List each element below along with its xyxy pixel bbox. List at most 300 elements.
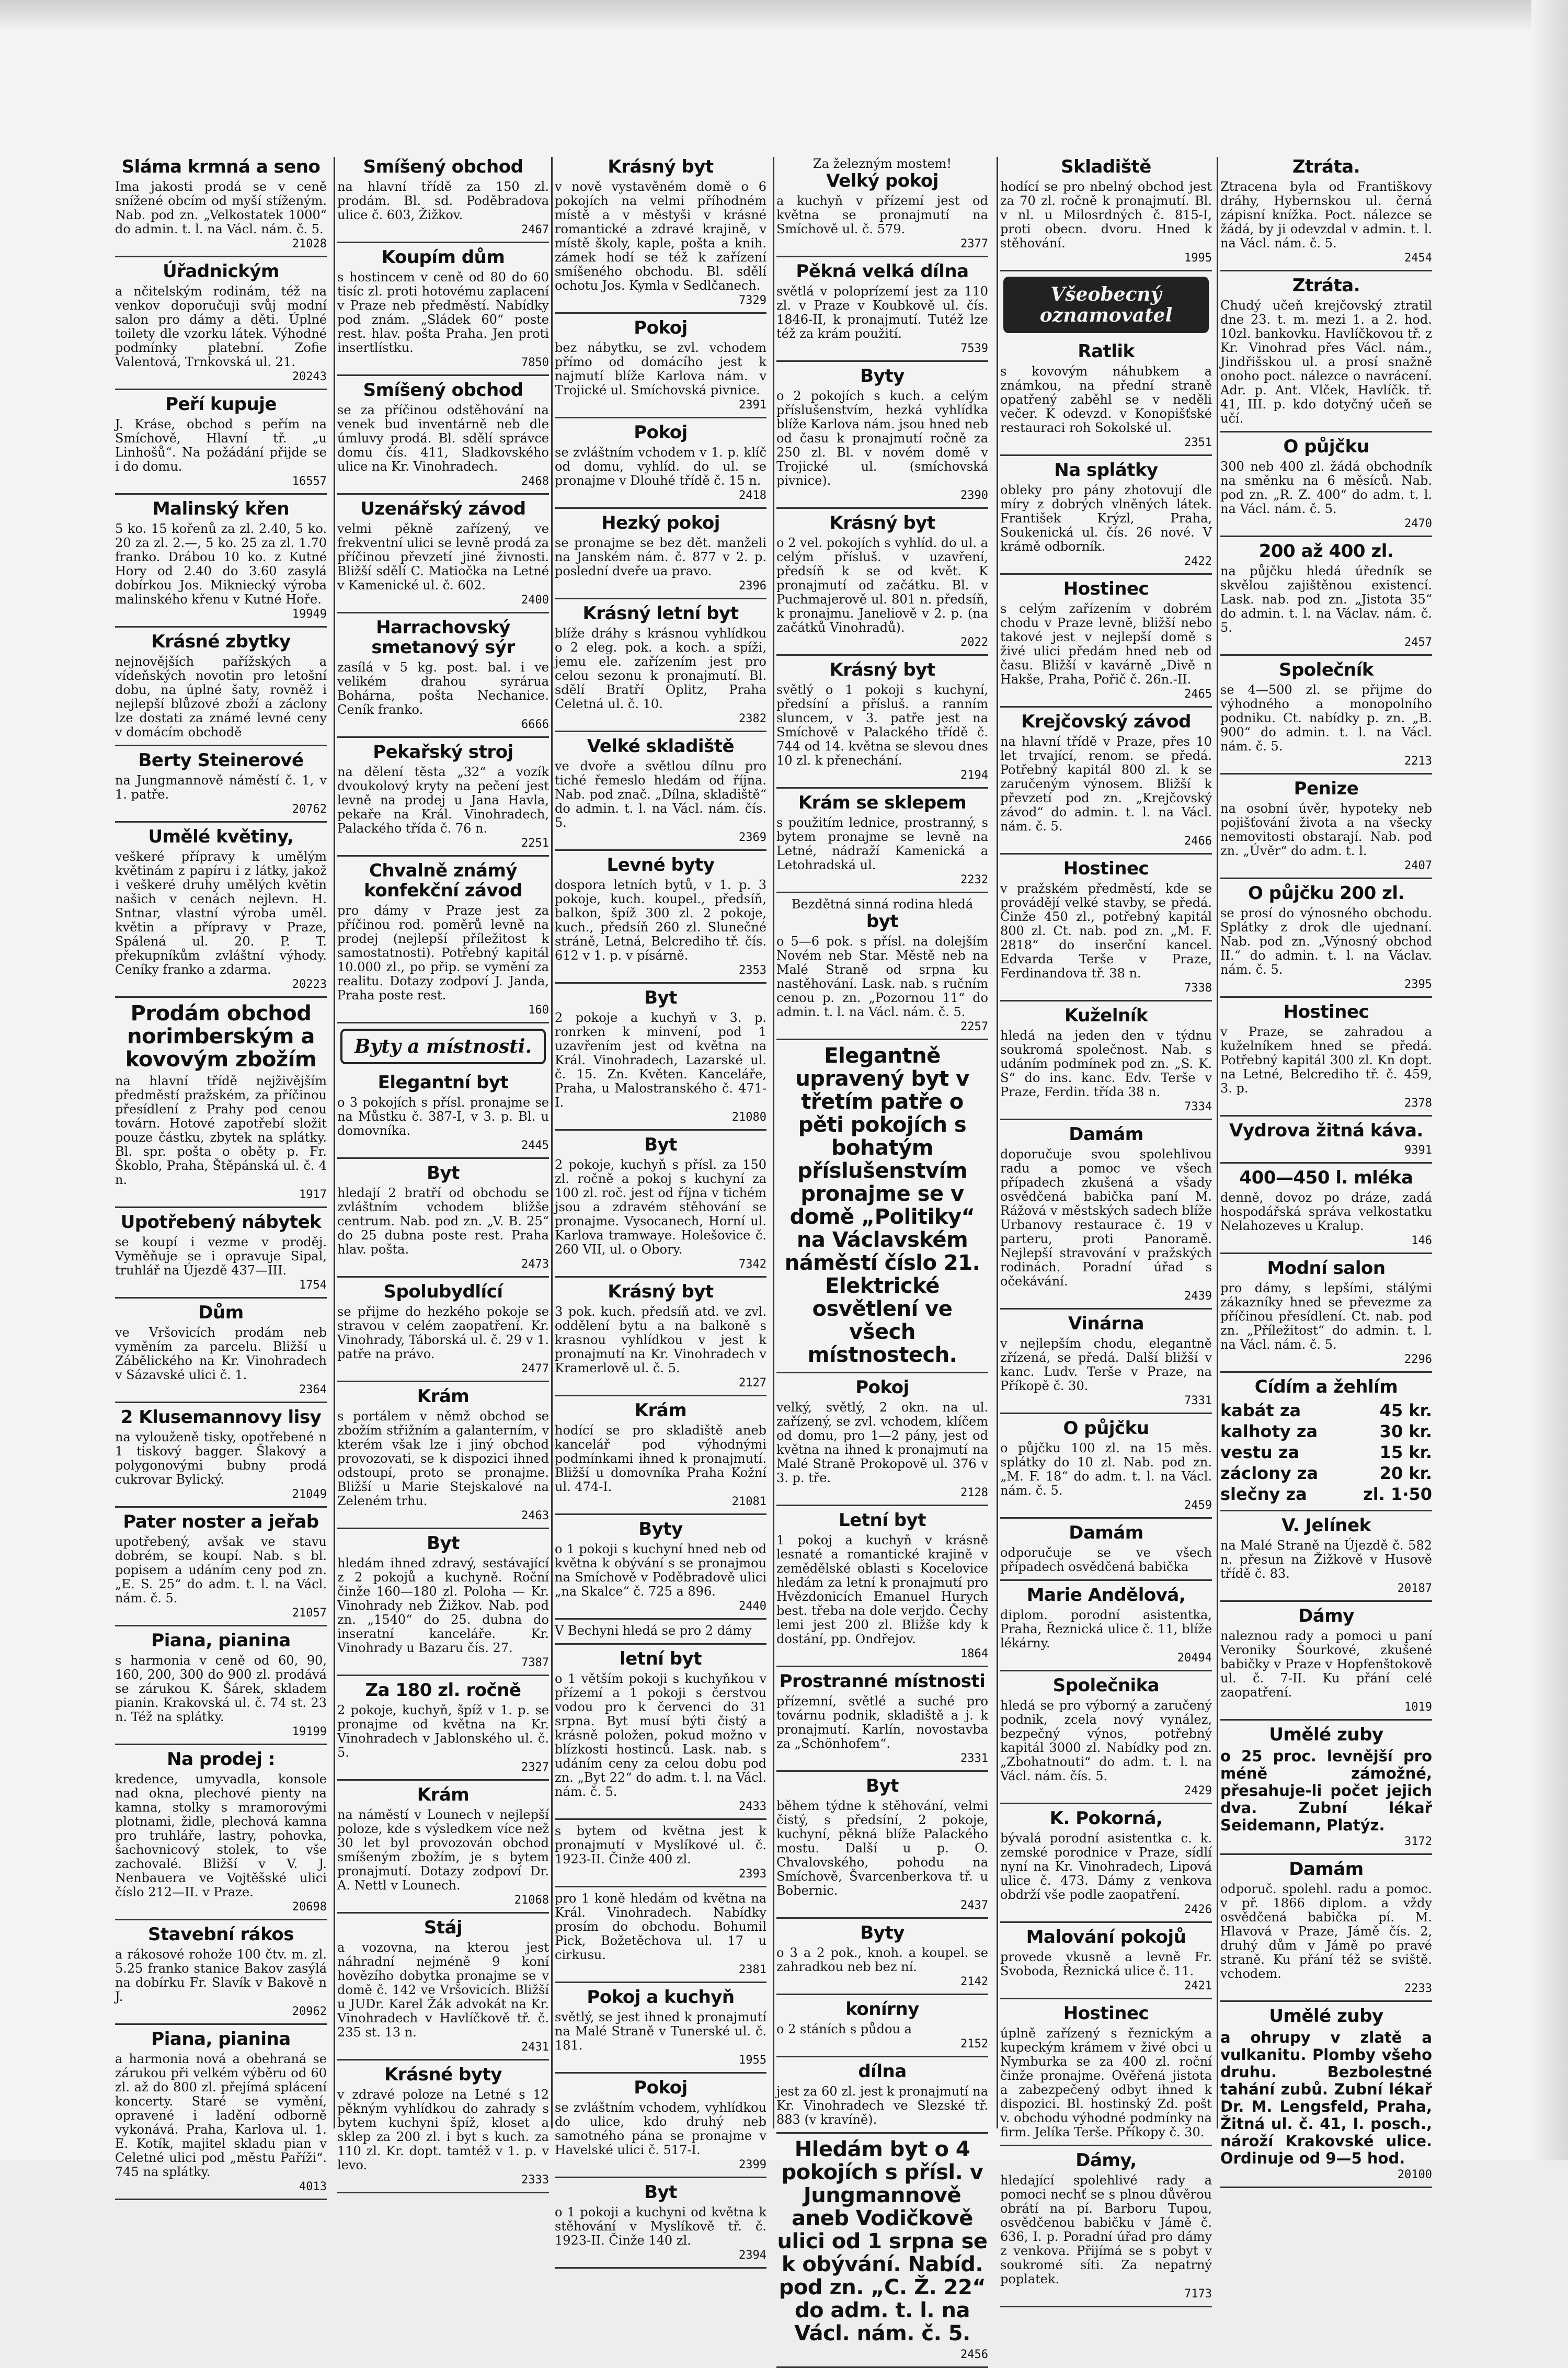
ad-heading: Chvalně známý konfekční závod	[364, 860, 522, 901]
ad-body: pro dámy v Praze jest za příčinou rod. poměrů levně na prodej (nejlepší příležitost k samostatnosti). Potřebný kapitál 10.000 zl., po přip. se vymění za realitu. Dotazy zodpoví J. Janda, Praha poste rest.	[337, 903, 549, 1003]
ad-divider	[555, 1818, 766, 1820]
ad-divider	[337, 1157, 549, 1159]
ad-divider	[1000, 1579, 1212, 1581]
ad-heading: Pokoj	[634, 422, 688, 443]
price-value: zl. 1·50	[1363, 1484, 1432, 1504]
ad-number: 2433	[739, 1800, 766, 1813]
ad-heading: Hostinec	[1063, 858, 1149, 879]
ad-body: diplom. porodní asistentka, Praha, Řeznická ulice č. 11, blíže lékárny.	[1000, 1608, 1212, 1650]
classified-ad	[776, 897, 988, 1033]
price-value: 30 kr.	[1379, 1421, 1432, 1441]
ad-number: 1995	[1184, 252, 1212, 265]
classified-ad	[337, 742, 549, 850]
classified-ad	[1000, 2003, 1212, 2139]
ad-heading: Vinárna	[1068, 1313, 1144, 1334]
classified-ad	[555, 1987, 766, 2067]
ad-body: Ima jakosti prodá se v ceně snížené obcím od myší stíženým. Nab. pod zn. „Velkostatek 1000“ do admin. t. l. na Václ. nám. č. 5.	[115, 179, 327, 236]
classified-ad	[115, 1631, 327, 1738]
ad-heading: Pekařský stroj	[373, 742, 513, 762]
ad-number: 21028	[292, 237, 327, 251]
ad-divider	[337, 1675, 549, 1676]
ad-divider	[337, 1779, 549, 1781]
ad-heading: K. Pokorná,	[1049, 1808, 1163, 1829]
ad-number: 146	[1411, 1234, 1432, 1247]
ad-body: světlý, se jest ihned k pronajmutí na Malé Straně v Tunerské ul. č. 181.	[555, 2010, 766, 2053]
ad-divider	[1220, 654, 1432, 656]
ad-heading: Dámy	[1298, 1606, 1354, 1626]
classified-ad	[1220, 1377, 1432, 1505]
ad-body: v pražském předměstí, kde se provádějí velké stavby, se předá. Činže 450 zl., potřebný kapitál 800 zl. Ct. nab. pod zn. „M. F. 2818“ do inserční kancel. Edvarda Terše v Praze, Ferdinandova tř. 38 n.	[1000, 881, 1212, 981]
ad-heading: Dámy,	[1075, 2150, 1137, 2171]
classified-ad	[1000, 712, 1212, 848]
ad-divider	[776, 507, 988, 509]
ad-divider	[555, 1129, 766, 1131]
ad-number: 2421	[1184, 1979, 1212, 1993]
section-heading: Byty a místnosti.	[340, 1029, 546, 1064]
ad-divider	[1220, 1510, 1432, 1511]
ad-heading: Hostinec	[1063, 2003, 1149, 2024]
classified-ad	[555, 157, 766, 307]
classified-ad	[555, 1649, 766, 1813]
ad-divider	[776, 1039, 988, 1040]
ad-body: hledající spolehlivé rady a pomoci nechť se s plnou důvěrou obrátí na pí. Barboru Tupou, osvědčenou babičku v Jámě č. 636, I. p. Poradní úřad pro dámy z venkova. Přijímá se s pobyt v soukromé síti. Za nepatrný poplatek.	[1000, 2173, 1212, 2286]
ad-body: pro dámy, s lepšími, stálými zákazníky hned se převezme za příčinou přesídlení. Ct. nab. pod zn. „Příležitost“ do admin. t. l. na Václ. nám. č. 5.	[1220, 1281, 1432, 1352]
classified-ad	[1000, 1418, 1212, 1512]
ad-divider	[1220, 1253, 1432, 1254]
ad-body: hledám ihned zdravý, sestávající z 2 pokojů a kuchyně. Roční činže 160—180 zl. Poloha — Kr. Vinohrady neb Žižkov. Nab. pod zn. „1540“ do 25. dubna do inseratní kanceláře. Kr. Vinohrady u Bazaru čís. 27.	[337, 1556, 549, 1655]
ad-body: veškeré přípravy k umělým květinám z papíru i z látky, jakož i veškeré druhy umělých květin našich v cenách nejlevn. H. Sntnar, vlastní výroba uměl. květin a přípravy v Praze, Spálená ul. 20. P. T. překupníkům zvláštní výhody. Ceníky franko a zdarma.	[115, 849, 327, 977]
ad-number: 7850	[521, 356, 549, 369]
ad-divider	[776, 787, 988, 789]
ad-heading: Peří kupuje	[165, 394, 277, 415]
ad-body: o 2 pokojích s kuch. a celým příslušenstvím, hezká vyhlídka blíže Karlova nám. jsou hned neb od času k pronajmutí ročně za 250 zl. Bl. v novém domě v Trojické ul. (smíchovská pivnice).	[776, 389, 988, 488]
ad-body: odporuč. spolehl. radu a pomoc. v př. 1866 diplom. a vždy osvědčená babička pí. M. Hlavová v Praze, Jámě čís. 2, druhý dům v Jámě po pravé straně. Ku přání též se sviště. vchodem.	[1220, 1882, 1432, 1981]
ad-body: bez nábytku, se zvl. vchodem přímo od domácího jest k najmutí blíže Karlova nám. v Trojické ul. Smíchovská pivnice.	[555, 340, 766, 397]
classified-ad	[115, 1002, 327, 1201]
ad-divider	[1000, 1000, 1212, 1001]
classified-ad	[776, 1776, 988, 1912]
ad-divider	[115, 256, 327, 257]
ad-body: ve dvoře a světlou dílnu pro tiché řemeslo hledám od října. Nab. pod znač. „Dílna, skladiště“ do admin. t. l. na Václ. nám. čís. 5.	[555, 759, 766, 830]
ad-divider	[1000, 1921, 1212, 1923]
ad-body: ve Vršovicích prodám neb vyměním za parcelu. Bližší u Zábělického na Kr. Vinohradech v Sázavské ulici č. 1.	[115, 1325, 327, 1382]
ad-heading: O půjčku	[1283, 436, 1369, 457]
ad-number: 2194	[960, 769, 988, 782]
price-item: kalhoty za	[1220, 1421, 1318, 1441]
ad-number: 2445	[521, 1139, 549, 1152]
price-item: vestu za	[1220, 1442, 1300, 1462]
ad-heading: Elegantně upravený byt v třetím patře o pěti pokojích s bohatým příslušenstvím pronajme se v domě „Politiky“ na Václavském náměstí číslo 21. Elektrické osvětlení ve všech místnostech.	[784, 1044, 980, 1367]
ad-number: 2390	[960, 489, 988, 502]
ad-body: odporučuje se ve všech případech osvědčená babička	[1000, 1545, 1212, 1574]
ad-heading: Hostinec	[1063, 578, 1149, 599]
ad-heading: Pokoj	[855, 1377, 909, 1398]
ad-divider	[1000, 853, 1212, 855]
classified-ad	[555, 1282, 766, 1390]
ad-body: jest za 60 zl. jest k pronajmutí na Kr. Vinohradech ve Slezské tř. 883 (v kravíně).	[776, 2084, 988, 2127]
ad-heading: Damám	[1069, 1124, 1143, 1145]
ad-number: 2331	[960, 1752, 988, 1765]
ad-divider	[115, 1506, 327, 1508]
ad-heading: Společnika	[1052, 1675, 1160, 1696]
price-item: slečny za	[1220, 1484, 1307, 1504]
ad-heading: Krám	[417, 1386, 470, 1407]
ad-number: 4013	[299, 2180, 327, 2193]
classified-ad	[337, 861, 549, 1017]
ad-divider	[1220, 1115, 1432, 1117]
classified-ad	[1000, 1927, 1212, 1993]
ad-body: na Malé Straně na Újezdě č. 582 n. přesun na Žižkově v Husově třídě č. 83.	[1220, 1538, 1432, 1581]
ad-number: 2467	[521, 223, 549, 236]
ad-divider	[555, 2177, 766, 2178]
ad-number: 2327	[521, 1761, 549, 1774]
ad-body: a kuchyň v přízemí jest od května se pronajmutí na Smíchově ul. č. 579.	[776, 193, 988, 236]
ad-number: 2470	[1404, 517, 1432, 530]
ad-number: 21081	[731, 1495, 766, 1508]
classified-ad	[337, 1163, 549, 1271]
ad-divider	[1220, 536, 1432, 537]
ad-body: na půjčku hledá úředník se skvělou zajištěnou existencí. Lask. nab. pod zn. „Jistota 35“ do admin. t. l. na Václav. nám. č. 5.	[1220, 564, 1432, 635]
ad-divider	[337, 2192, 549, 2193]
ad-body: během týdne k stěhování, velmi čistý, s předsíní, 2 pokoje, kuchyní, pěkná blíže Palackého mostu. Další u p. O. Chvalovského, pohodu na Smíchově, Švarcenberkova tř. u Bobernic.	[776, 1798, 988, 1898]
ad-heading: Cídím a žehlím	[1254, 1376, 1398, 1397]
ad-body: 5 ko. 15 kořenů za zl. 2.40, 5 ko. 20 za zl. 2.—, 5 ko. 25 za zl. 1.70 franko. Drábou 10 ko. z Kutné Hory od 2.40 do 3.60 zasylá dobírkou Jos. Mikniecký výroba malinského křenu v Kutné Hoře.	[115, 521, 327, 607]
price-row	[1220, 1484, 1432, 1505]
classified-ad	[555, 1135, 766, 1271]
price-value: 15 kr.	[1379, 1442, 1432, 1462]
ad-body: nejnovějších pařížských a vídeňských novotin pro letošní dobu, na úplné šaty, rovněž i nejlepší blůzové zboží a záclony lze dostati za známé levné ceny v domácím obchodě	[115, 654, 327, 739]
ad-divider	[1000, 1413, 1212, 1414]
ad-heading: Marie Andělová,	[1026, 1585, 1186, 1606]
ad-heading: Ztráta.	[1292, 275, 1360, 296]
ad-number: 2369	[739, 831, 766, 844]
ad-number: 20962	[292, 2005, 327, 2018]
ad-number: 2128	[960, 1486, 988, 1499]
ad-divider	[337, 736, 549, 738]
ad-body: pro 1 koně hledám od května na Král. Vinohradech. Nabídky prosím do obchodu. Bohumil Pick, Božetěchova ul. 17 u cirkusu.	[555, 1891, 766, 1962]
classified-ad	[1220, 541, 1432, 649]
ad-number: 2351	[1184, 436, 1212, 449]
ad-heading: Byty	[860, 366, 905, 386]
ad-heading: konírny	[845, 1999, 919, 2020]
ad-divider	[555, 417, 766, 418]
ad-number: 2022	[960, 636, 988, 649]
classified-ad	[1220, 1725, 1432, 1848]
classified-ad	[115, 261, 327, 383]
classified-ad	[555, 1892, 766, 1976]
ad-number: 20223	[292, 978, 327, 991]
ad-number: 2456	[960, 2348, 988, 2361]
ad-body: s hostincem v ceně od 80 do 60 tisíc zl. proti hotovému zaplacení v Praze neb předměstí. Nabídky pod znám. „Sládek 60“ poste rest. hlav. pošta Praha. Jen proti insertlístku.	[337, 270, 549, 355]
ad-number: 1754	[299, 1279, 327, 1292]
ad-heading: Umělé květiny,	[148, 826, 294, 847]
ad-number: 20100	[1397, 2168, 1432, 2181]
ad-body: na osobní úvěr, hypoteky neb pojišťování života a na všecky nemovitosti obstarají. Nab. pod zn. „Úvěr“ do adm. t. l.	[1220, 801, 1432, 858]
classified-ad	[776, 1510, 988, 1660]
classified-ad	[337, 1533, 549, 1669]
classified-ad	[776, 1377, 988, 1499]
classified-ad	[337, 499, 549, 607]
ad-heading: Ratlik	[1078, 341, 1135, 362]
ad-divider	[337, 493, 549, 495]
ad-body: a rákosové rohože 100 čtv. m. zl. 5.25 franko stanice Bakov zasýlá na dobírku Fr. Slavík v Bakově n J.	[115, 1947, 327, 2004]
ad-divider	[115, 2199, 327, 2200]
ad-body: o 5—6 pok. s přísl. na dolejším Novém neb Star. Městě neb na Malé Straně od srpna ku nastěhování. Lask. nab. s ručním cenou p. zn. „Pozornou 11“ do admin. t. l. na Václ. nám. č. 5.	[776, 934, 988, 1019]
ad-number: 7334	[1184, 1100, 1212, 1113]
ad-heading: Damám	[1289, 1859, 1364, 1880]
ad-heading: Krásné byty	[384, 2064, 502, 2085]
classified-ad	[1220, 1258, 1432, 1366]
ad-number: 2454	[1404, 252, 1432, 265]
ad-number: 21057	[292, 1607, 327, 1620]
ad-heading: Smíšený obchod	[363, 156, 523, 177]
ad-body: se za příčinou odstěhování na venek bud inventárně neb dle úmluvy prodá. Bl. sdělí správce domu čís. 411, Sladkovského ulice na Kr. Vinohradech.	[337, 403, 549, 474]
ad-body: hodící se pro nbelný obchod jest za 70 zl. ročně k pronajmutí. Bl. v nl. u Milosrdných č. 815-I, proti obecn. dvoru. Hned k stěhování.	[1000, 179, 1212, 251]
ad-divider	[776, 256, 988, 257]
ad-heading: Koupím dům	[381, 247, 505, 268]
ad-heading: dílna	[858, 2061, 907, 2082]
ad-divider	[1220, 773, 1432, 775]
ad-number: 2232	[960, 873, 988, 886]
ad-number: 7539	[960, 342, 988, 355]
ad-number: 2333	[521, 2173, 549, 2187]
ad-heading: Pater noster a jeřab	[123, 1511, 319, 1532]
ad-heading: letní byt	[620, 1648, 702, 1669]
ad-heading: Velký pokoj	[826, 170, 938, 191]
ad-body: hledá se pro výborný a zaručený podnik, zcela nový vynález, bezpečný výnos, potřebný kapitál 3000 zl. Nabídky pod zn. „Zbohatnouti“ do adm. t. l. na Václ. nám. čís. 5.	[1000, 1698, 1212, 1783]
column-1	[115, 156, 327, 2193]
ad-heading: O půjčku	[1063, 1418, 1149, 1439]
classified-ad	[115, 157, 327, 251]
ad-heading: Modní salon	[1267, 1258, 1386, 1279]
ad-heading: Byty	[638, 1519, 683, 1540]
ad-divider	[555, 1513, 766, 1515]
ad-number: 7331	[1184, 1394, 1212, 1407]
classified-ad	[1220, 779, 1432, 872]
ad-number: 19949	[292, 608, 327, 621]
ad-divider	[337, 2059, 549, 2060]
classified-ad	[555, 1401, 766, 1508]
ad-heading: Ztráta.	[1292, 156, 1360, 177]
ad-divider	[337, 1912, 549, 1914]
ad-divider	[1000, 1119, 1212, 1120]
ad-number: 2466	[1184, 835, 1212, 848]
ad-divider	[115, 745, 327, 746]
classified-ad	[1000, 341, 1212, 449]
ad-body: naleznou rady a pomoci u paní Veroniky Šourkové, zkušené babičky v Praze v Hopfenštokově ul. č. 7-II. Ku přání celé zaopatření.	[1220, 1629, 1432, 1700]
ad-kicker: Bezdětná sinná rodina hledá	[791, 897, 974, 912]
ad-divider	[1220, 1853, 1432, 1855]
ad-heading: Hledám byt o 4 pokojích s přísl. v Jungmannově aneb Vodičkově ulici od 1 srpna se k obývání. Nabíd. pod zn. „C. Ž. 22“ do adm. t. l. na Václ. nám. č. 5.	[777, 2137, 988, 2346]
ad-body: doporučuje svou spolehlivou radu a pomoc ve všech případech zkušená a všady osvědčená babička paní M. Rážová v městských sadech blíže Urbanovy restaurace č. 19 v parteru, proti Panoramě. Nejlepší stravování v pražských rodinách. Poradní úřad s očekávání.	[1000, 1147, 1212, 1289]
ad-body: s portálem v němž obchod se zbožím střižním a galanterním, v kterém však lze i jiný obchod provozovati, se k dispozici ihned odstoupí, proto se pronajme. Bližší u Marie Stejskalové na Zeleném trhu.	[337, 1409, 549, 1508]
column-rule	[334, 157, 335, 2128]
ad-number: 2377	[960, 237, 988, 251]
classified-ad	[1000, 1006, 1212, 1113]
ad-divider	[1220, 1719, 1432, 1721]
classified-ad	[1000, 2150, 1212, 2301]
ad-body: o 2 stáních s půdou a	[776, 2022, 912, 2036]
ad-heading: 200 až 400 zl.	[1258, 541, 1394, 562]
ad-divider	[337, 1381, 549, 1382]
ad-number: 2473	[521, 1258, 549, 1271]
ad-number: 2439	[1184, 1290, 1212, 1303]
classified-ad	[1220, 1002, 1432, 1110]
ad-divider	[776, 1666, 988, 1667]
classified-ad	[776, 1923, 988, 1988]
ad-divider	[555, 598, 766, 599]
ad-heading: V. Jelínek	[1281, 1515, 1371, 1536]
ad-body: v nově vystavěném domě o 6 pokojích na velmi příhodném místě a v městyši v krásné romantické a zdravé krajině, v místě školy, kaple, pošta a knih. zámek hodí se též k zařízení smíšeného obchodu. Bl. sdělí ochotu Jos. Kymla v Sedlčanech.	[555, 179, 766, 293]
ad-body: o 1 pokoji a kuchyni od května k stěhování v Myslíkově tř. č. 1923-II. Činže 140 zl.	[555, 2205, 766, 2248]
ad-divider	[555, 849, 766, 851]
ad-heading: Stáj	[424, 1917, 463, 1938]
classified-ad	[115, 632, 327, 739]
ad-divider	[1000, 2306, 1212, 2307]
ad-body: denně, dovoz po dráze, zadá hospodářská správa velkostatku Nelahozeves u Kralup.	[1220, 1190, 1432, 1233]
ad-body: s použitím lednice, prostranný, s bytem pronajme se levně na Letné, nádraží Kamenická a Letohradská ul.	[776, 815, 988, 872]
ad-heading: Úřadnickým	[163, 261, 279, 282]
ad-heading: Sláma krmná a seno	[121, 156, 321, 177]
ad-divider	[555, 1276, 766, 1278]
classified-ad	[1220, 2006, 1432, 2181]
ad-number: 21049	[292, 1488, 327, 1501]
classified-ad	[555, 855, 766, 977]
ad-number: 7342	[739, 1258, 766, 1271]
ad-heading: 2 Klusemannovy lisy	[120, 1407, 322, 1428]
ad-body: s bytem od května jest k pronajmutí v Myslíkové ul. č. 1923-II. Činže 400 zl.	[555, 1824, 766, 1866]
classified-ad	[776, 660, 988, 782]
ad-body: 1 pokoj a kuchyň v krásně lesnaté a romantické krajině v zemědělské oblasti s Kocelovice hledám za letní k pronajmutí pro Hvězdonicích Emanuel Hurych best. třeba na dole verjdo. Čechy lemi jest 200 zl. Bližše kdy k dostání, pp. Ondřejov.	[776, 1533, 988, 1646]
section-heading: Všeobecný oznamovatel	[1003, 277, 1209, 333]
ad-heading: Prostranné místnosti	[779, 1671, 986, 1692]
classified-ad	[776, 2062, 988, 2127]
ad-heading: Byt	[644, 2182, 677, 2203]
ad-divider	[115, 996, 327, 998]
ad-body: Chudý učeň krejčovský ztratil dne 23. t. m. mezi 1. a 2. hod. 10zl. bankovku. Havlíčkovou tř. z Kr. Vinohrad přes Václ. nám., Jindřišskou ul. a prosí snažně onoho poct. nálezce o navrácení. Adr. p. Ant. Vlček, Havlíčk. tř. 41, III. p. kdo dotyčný učeň se učí.	[1220, 298, 1432, 426]
ad-divider	[555, 1618, 766, 1620]
ad-body: 2 pokoje, kuchyň, špíž v 1. p. se pronajme od května na Kr. Vinohradech v Jablonského ul. č. 5.	[337, 1703, 549, 1760]
ad-body: na Jungmannově náměstí č. 1, v 1. patře.	[115, 773, 327, 802]
ad-heading: Byty	[860, 1922, 905, 1943]
ad-number: 21068	[514, 1894, 549, 1907]
ad-heading: Krásný byt	[608, 1281, 714, 1302]
ad-body: se prosí do výnosného obchodu. Splátky z drok dle ujednaní. Nab. pod zn. „Výnosný obchod II.“ do admin. t. l. na Václav. nám. č. 5.	[1220, 906, 1432, 977]
ad-number: 2353	[739, 964, 766, 977]
column-4	[776, 156, 988, 2361]
price-row	[1220, 1400, 1432, 1421]
ad-divider	[555, 1886, 766, 1887]
ad-heading: Byt	[427, 1163, 460, 1183]
ad-body: na náměstí v Lounech v nejlepší poloze, kde s výsledkem více než 30 let byl provozován obchod smíšeným zbožím, je s bytem pronajmutí. Dotazy zodpoví Dr. A. Nettl v Lounech.	[337, 1807, 549, 1893]
ad-divider	[115, 1625, 327, 1626]
ad-body: s harmonia v ceně od 60, 90, 160, 200, 300 do 900 zl. prodává se zárukou K. Šárek, skladem pianin. Krakovská ul. č. 74 st. 23 n. Též na splátky.	[115, 1653, 327, 1724]
ad-number: 7173	[1184, 2287, 1212, 2301]
ad-number: 7338	[1184, 982, 1212, 995]
classified-ad	[337, 1785, 549, 1907]
ad-divider	[1220, 2000, 1432, 2002]
ad-body: upotřebený, avšak ve stavu dobrém, se koupí. Nab. s bl. popisem a udáním ceny pod zn. „E. S. 25“ do adm. t. l. na Václ. nám. č. 5.	[115, 1534, 327, 1606]
classified-ad	[776, 1671, 988, 1765]
column-6	[1220, 156, 1432, 2181]
classified-ad	[115, 750, 327, 816]
classified-ad	[1220, 1168, 1432, 1247]
ad-number: 7387	[521, 1656, 549, 1669]
ad-body: na vylouženě tisky, opotřebené n 1 tiskový bagger. Šlakový a polygonovými bubny prodá cukrovar Bylický.	[115, 1430, 327, 1487]
ad-heading: Krásný byt	[829, 513, 935, 533]
classified-ad	[1000, 1314, 1212, 1407]
ad-number: 2391	[739, 399, 766, 412]
ad-number: 2457	[1404, 636, 1432, 649]
ad-number: 2477	[521, 1362, 549, 1375]
ad-heading: Piana, pianina	[151, 1630, 291, 1651]
ad-divider	[337, 374, 549, 376]
ad-divider	[1000, 1517, 1212, 1519]
ad-heading: Byt	[866, 1775, 899, 1796]
ad-body: se pronajme se bez dět. manželi na Janském nám. č. 877 v 2. p. poslední dveře ua pravo.	[555, 536, 766, 578]
price-row	[1220, 1442, 1432, 1463]
ad-number: 1019	[1404, 1701, 1432, 1714]
ad-heading: Berty Steinerové	[138, 750, 304, 771]
ad-divider	[555, 1395, 766, 1396]
ad-number: 20494	[1177, 1652, 1212, 1665]
ad-body: hledají 2 bratří od obchodu se zvláštním vchodem bližše centrum. Nab. pod zn. „V. B. 25“ do 25 dubna poste rest. Praha hlav. pošta.	[337, 1186, 549, 1257]
classified-ad	[555, 736, 766, 844]
ad-heading: Piana, pianina	[151, 2029, 291, 2050]
classified-ad	[1000, 1676, 1212, 1797]
ad-number: 2437	[960, 1899, 988, 1912]
ad-heading: Krejčovský závod	[1021, 711, 1191, 732]
ad-number: 2468	[521, 475, 549, 488]
ad-heading: Byt	[427, 1533, 460, 1554]
ad-heading: Letní byt	[839, 1510, 926, 1531]
ad-divider	[337, 612, 549, 613]
ad-number: 2257	[960, 1020, 988, 1033]
ad-number: 2378	[1404, 1097, 1432, 1110]
ad-divider	[1220, 1600, 1432, 1602]
ad-heading: Hezký pokoj	[601, 513, 720, 533]
classified-ad	[337, 1918, 549, 2054]
ad-heading: Damám	[1069, 1522, 1143, 1543]
ad-number: 2213	[1404, 755, 1432, 768]
ad-divider	[555, 2267, 766, 2269]
ad-number: 2422	[1184, 555, 1212, 568]
ad-body: úplně zařízený s řeznickým a kupeckým krámem v živé obci u Nymburka se za 400 zl. roční činže pronajme. Ověřená jistota a zabezpečený odbyt ihned k dispozici. Bl. hostinský Zd. pošt v. obchodu výhodné podmínky na firm. Jelíka Terše. Příkopy č. 30.	[1000, 2026, 1212, 2139]
classified-ad	[776, 513, 988, 649]
classified-ad	[776, 793, 988, 886]
classified-ad	[115, 394, 327, 488]
ad-divider	[115, 626, 327, 628]
ad-heading: Krám	[417, 1784, 470, 1805]
ad-divider	[776, 1372, 988, 1373]
ad-heading: Na splátky	[1054, 460, 1158, 481]
classified-ad	[1220, 1516, 1432, 1595]
ad-body: se 4—500 zl. se přijme do výhodného a monopolního podniku. Ct. nabídky p. zn. „B. 900“ do admin. t. l. na Václ. nám. č. 5.	[1220, 682, 1432, 754]
ad-number: 2431	[521, 2041, 549, 2054]
classified-ad	[555, 604, 766, 725]
classified-ad	[1220, 276, 1432, 426]
classified-ad	[1220, 437, 1432, 530]
classified-ad	[337, 1386, 549, 1522]
ad-number: 2296	[1404, 1353, 1432, 1366]
column-2	[337, 156, 549, 2187]
classified-ad	[555, 2182, 766, 2262]
classified-ad	[1000, 1808, 1212, 1916]
ad-number: 2394	[739, 2249, 766, 2262]
ad-divider	[337, 1276, 549, 1278]
ad-heading: Byt	[644, 1134, 677, 1155]
classified-ad	[776, 157, 988, 251]
